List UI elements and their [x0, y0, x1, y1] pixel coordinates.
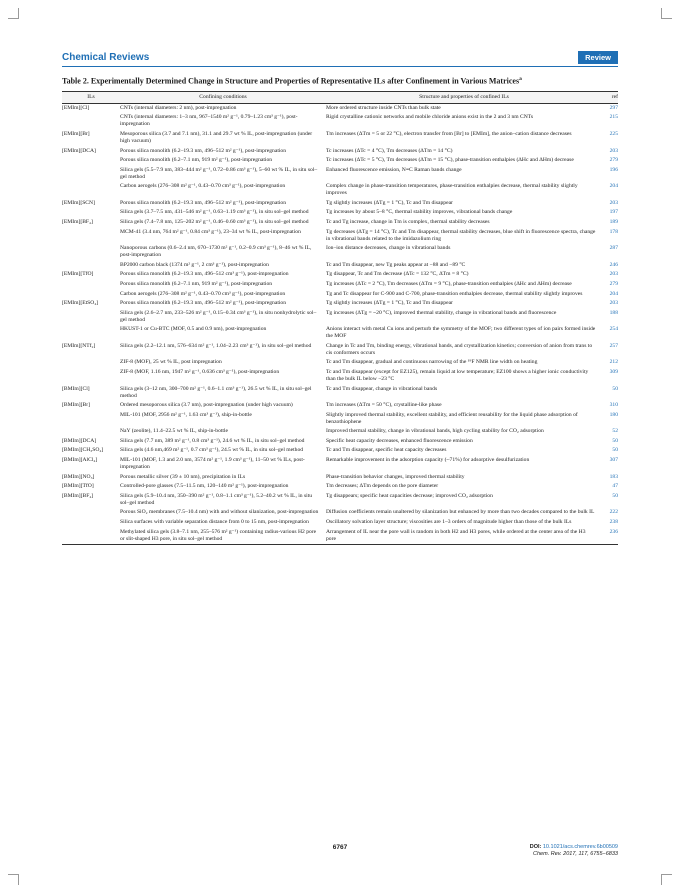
crop-mark-top-right — [661, 8, 672, 19]
conditions-cell: NaY (zeolite), 11.4–22.5 wt % IL, ship-in-bottle — [120, 428, 229, 435]
il-cell: [BMIm][TfO] — [62, 483, 94, 490]
conditions-cell: Porous silica monolith (6.2–19.3 nm, 496–512 cm³ g⁻¹), post-impregnation — [120, 271, 289, 278]
conditions-cell: MIL-101 (MOF, 1.3 and 2.0 nm, 3574 m² g⁻¹, 1.9 cm³ g⁻¹), 11–50 wt % ILs, post-impregnation — [120, 457, 305, 471]
properties-cell: Tg slightly increases (ΔTg = 1 °C), Tc and Tm disappear — [326, 199, 453, 206]
ref-link[interactable]: 50 — [612, 492, 618, 499]
header-ils: ILs — [62, 91, 120, 103]
table-row — [62, 208, 618, 218]
table-row — [62, 289, 618, 299]
conditions-cell: CNTs (internal diameters: 2 nm), post-impregnation — [120, 104, 237, 111]
il-cell: [EMIm][Br] — [62, 131, 90, 137]
page-header — [62, 50, 618, 64]
ref-link[interactable]: 183 — [609, 473, 618, 480]
il-cell: [EMIm][DCA] — [62, 147, 96, 154]
properties-cell: Tg slightly increases (ΔTg = 1 °C), Tc and Tm disappear — [326, 300, 453, 307]
table-row — [62, 456, 618, 473]
page-number: 6767 — [332, 844, 348, 851]
table-row — [62, 113, 618, 130]
conditions-cell: Controlled-pore glasses (7.5–11.5 nm, 120–140 m² g⁻¹), post-impregnation — [120, 483, 289, 490]
table-body — [62, 103, 618, 544]
properties-cell: Tm increases (ΔTm = 5 or 22 °C), electron transfer from [Br] to [EMIm], the anion–cation distance decreases — [326, 131, 572, 137]
il-cell: [BMIm][AlCl₄] — [62, 457, 98, 464]
properties-cell: Rigid crystalline cationic networks and mobile chloride anions exist in the 2 and 3 nm CNTs — [326, 114, 534, 121]
il-cell — [62, 427, 120, 437]
properties-cell: Tc increases (ΔTc = 4 °C), Tm decreases (ΔTm = 14 °C) — [326, 147, 453, 154]
table-row — [62, 342, 618, 359]
table-row — [62, 308, 618, 325]
il-cell: [EMIm][NTf₂] — [62, 342, 96, 349]
ref-link[interactable]: 178 — [609, 228, 618, 235]
conditions-cell: Porous silica monolith (6.2–19.3 nm, 496–512 m² g⁻¹), post-impregnation — [120, 147, 287, 154]
table-row — [62, 182, 618, 199]
conditions-cell: Porous silica monolith (6.2–7.1 nm, 919 m² g⁻¹), post-impregnation — [120, 280, 273, 287]
ref-link[interactable]: 254 — [609, 326, 618, 333]
properties-cell: Tc increases (ΔTc = 5 °C), Tm decreases (ΔTm = 15 °C), phase-transition enthalpies (ΔHc and ΔHm) decrease — [326, 157, 574, 164]
table-row — [62, 325, 618, 342]
conditions-cell: MIL-101 (MOF, 2956 m² g⁻¹, 1.63 cm³ g⁻¹), ship-in-bottle — [120, 411, 252, 418]
ref-link[interactable]: 188 — [609, 309, 618, 316]
properties-cell: Tc and Tm disappear, change in vibrational bands — [326, 385, 438, 392]
ref-link[interactable]: 236 — [602, 527, 618, 544]
doi-block — [530, 844, 618, 858]
conditions-cell: Carbon aerogels (276–308 m² g⁻¹, 0.43–0.70 cm³ g⁻¹), post-impregnation — [120, 290, 286, 297]
journal-title[interactable]: Chemical Reviews — [62, 51, 150, 63]
ref-link[interactable]: 307 — [609, 457, 618, 464]
properties-cell: Tg disappears; specific heat capacities decrease; improved CO₂ adsorption — [326, 492, 493, 499]
conditions-cell: MCM-41 (3.4 nm, 764 m² g⁻¹, 0.84 cm³ g⁻¹), 23–34 wt % IL, post-impregnation — [120, 228, 301, 235]
table-row — [62, 401, 618, 411]
il-cell — [62, 113, 120, 130]
conditions-cell: Silica gels (7.7 nm, 389 m² g⁻¹, 0.8 cm³ g⁻¹), 24.6 wt % IL, in situ sol–gel method — [120, 437, 305, 444]
page — [62, 50, 618, 545]
conditions-cell: Silica gels (2.6–2.7 nm, 233–526 m² g⁻¹, 0.15–0.34 cm³ g⁻¹), in situ nonhydrolytic sol–gel method — [120, 309, 317, 323]
ref-link[interactable]: 50 — [612, 437, 618, 444]
conditions-cell: BP2000 carbon black (1374 m² g⁻¹, 2 cm³ g⁻¹), post-impregnation — [120, 261, 269, 268]
il-cell — [62, 508, 120, 518]
il-cell — [62, 261, 120, 271]
properties-cell: Tg decreases (ΔTg = 14 °C), Tc and Tm disappear, thermal stability decreases, blue shift in fluorescence spectra, change in vibrational bands related to the imidazolium ring — [326, 228, 596, 242]
ref-link[interactable]: 203 — [609, 271, 618, 278]
properties-cell: Ion–ion distance decreases, change in vibrational bands — [326, 245, 451, 252]
caption-footnote-mark[interactable]: a — [519, 76, 522, 82]
properties-cell: Oscillatory solvation layer structure; viscosities are 1–3 orders of magnitude higher than those of the bulk ILs — [326, 518, 572, 525]
ref-link[interactable]: 47 — [612, 483, 618, 490]
ref-link[interactable]: 203 — [609, 300, 618, 307]
il-cell: [EMIm][TfO] — [62, 271, 94, 278]
il-cell — [62, 182, 120, 199]
il-cell — [62, 166, 120, 183]
table-row — [62, 270, 618, 280]
table-row — [62, 280, 618, 290]
il-cell: [BMIm][Br] — [62, 402, 90, 409]
conditions-cell: Silica gels (5.5–7.9 nm, 383–444 m² g⁻¹, 0.72–0.86 cm³ g⁻¹), 5–60 wt % IL, in situ sol–gel method — [120, 166, 318, 180]
conditions-cell: HKUST-1 or Cu-BTC (MOF, 0.5 and 0.9 nm), post-impregnation — [120, 326, 267, 333]
il-cell — [62, 325, 120, 342]
crop-mark-bottom-left — [8, 874, 19, 885]
ref-link[interactable]: 257 — [609, 342, 618, 349]
conditions-cell: Nanoporous carbons (0.6–2.4 nm, 670–1730 m² g⁻¹, 0.2–0.9 cm³ g⁻¹), 8–46 wt % IL, post-impregnation — [120, 245, 312, 259]
table-row — [62, 261, 618, 271]
ref-link[interactable]: 50 — [612, 447, 618, 454]
properties-cell: More ordered structure inside CNTs than bulk state — [326, 104, 441, 111]
ref-link[interactable]: 246 — [609, 261, 618, 268]
il-cell — [62, 280, 120, 290]
il-cell: [EMIm][BF₄] — [62, 219, 93, 226]
ref-link[interactable]: 180 — [609, 411, 618, 418]
ref-link[interactable]: 52 — [612, 428, 618, 435]
ref-link[interactable]: 222 — [609, 509, 618, 516]
conditions-cell: ZIF-8 (MOF, 1.16 nm, 1947 m² g⁻¹, 0.636 cm³ g⁻¹), post-impregnation — [120, 368, 280, 375]
conditions-cell: Ordered mesoporous silica (3.7 nm), post-impregnation (under high vacuum) — [120, 402, 293, 409]
il-cell — [62, 411, 120, 428]
conditions-cell: Silica gels (3.7–7.5 nm, 431–546 m² g⁻¹, 0.63–1.19 cm³ g⁻¹), in situ sol–gel method — [120, 209, 309, 216]
table-row — [62, 368, 618, 385]
il-cell: [BMIm][DCA] — [62, 437, 97, 444]
conditions-cell: Porous silica monolith (6.2–19.3 nm, 496–512 m² g⁻¹), post-impregnation — [120, 199, 287, 206]
properties-cell: Anions interact with metal Cu ions and perturb the symmetry of the MOF; two different types of ion pairs formed inside the MOF — [326, 326, 596, 340]
header-ref: ref — [602, 91, 618, 103]
il-cell — [62, 358, 120, 368]
conditions-cell: Porous silica monolith (6.2–7.1 nm, 919 m² g⁻¹), post-impregnation — [120, 157, 273, 164]
table-row — [62, 492, 618, 509]
ref-link[interactable]: 215 — [609, 114, 618, 121]
conditions-cell: Porous SiO₂ membranes (7.5–10.4 nm) with and without silanization, post-impregnation — [120, 509, 319, 516]
conditions-cell: Methylated silica gels (3.8–7.1 nm, 255–576 m² g⁻¹) containing radius-various H2 pore or slit-shaped H3 pore, in situ sol–gel method — [120, 527, 326, 544]
table-row — [62, 299, 618, 309]
ref-link[interactable]: 189 — [609, 219, 618, 226]
properties-cell: Tm increases (ΔTm = 50 °C), crystalline-like phase — [326, 402, 442, 409]
header-conditions: Confining conditions — [120, 91, 326, 103]
ref-link[interactable]: 204 — [609, 290, 618, 297]
ref-link[interactable]: 279 — [609, 157, 618, 164]
header-rule — [62, 66, 618, 67]
ref-link[interactable]: 197 — [609, 209, 618, 216]
doi-label: DOI: — [529, 844, 542, 850]
table-row — [62, 218, 618, 228]
il-cell: [BMIm][Cl] — [62, 385, 90, 392]
il-cell — [62, 518, 120, 528]
ref-link[interactable]: 287 — [609, 245, 618, 252]
properties-cell: Change in Tc and Tm, binding energy, vibrational bands, and crystallization kinetics; conversion of anion from trans to cis conformers occurs — [326, 342, 593, 356]
conditions-cell: Silica gels (2.2–12.1 nm, 576–634 m² g⁻¹, 1.04–2.23 cm³ g⁻¹), in situ sol–gel method — [120, 342, 312, 349]
il-cell — [62, 308, 120, 325]
ref-link[interactable]: 310 — [609, 402, 618, 409]
ref-link[interactable]: 196 — [609, 166, 618, 173]
properties-cell: Complex change in phase-transition temperatures, phase-transition enthalpies decrease, thermal stability slightly improves — [326, 183, 578, 197]
table-row — [62, 472, 618, 482]
table-row — [62, 166, 618, 183]
ref-link[interactable]: 238 — [609, 518, 618, 525]
properties-cell: Tm decreases; ΔTm depends on the pore diameter — [326, 483, 439, 490]
table-row — [62, 384, 618, 401]
conditions-cell: ZIF-8 (MOF), 25 wt % IL, post impregnation — [120, 359, 222, 366]
doi-link[interactable]: 10.1021/acs.chemrev.6b00509 — [542, 844, 618, 850]
il-cell — [62, 368, 120, 385]
article-type-badge: Review — [578, 51, 618, 64]
ref-link[interactable]: 212 — [609, 359, 618, 366]
table-row — [62, 508, 618, 518]
table-row — [62, 437, 618, 447]
properties-cell: Slightly improved thermal stability, excellent stability, and efficient reusability for the liquid phase adsorption of benzothiophene — [326, 411, 578, 425]
il-cell: [EMIm][Cl] — [62, 104, 90, 111]
table-row — [62, 527, 618, 544]
ref-link[interactable]: 204 — [609, 183, 618, 190]
ref-link[interactable]: 279 — [609, 280, 618, 287]
properties-cell: Tg increases (ΔTc = 2 °C), Tm decreases (ΔTm = 9 °C), phase-transition enthalpies (ΔHc and ΔHm) decrease — [326, 280, 572, 287]
table-row — [62, 130, 618, 147]
conditions-cell: Carbon aerogels (276–308 m² g⁻¹, 0.43–0.70 cm³ g⁻¹), post-impregnation — [120, 183, 286, 190]
properties-cell: Tc and Tm disappear (except for EZ125), remain liquid at low temperature; EZ100 shows a higher ionic conductivity than the bulk IL below −23 °C — [326, 368, 589, 382]
properties-cell: Tg increases by about 5–8 °C, thermal stability improves, vibrational bands change — [326, 209, 513, 216]
properties-cell: Tg increases (ΔTg = ~20 °C), improved thermal stability, change in vibrational bands and fluorescence — [326, 309, 557, 316]
ref-link[interactable]: 50 — [612, 385, 618, 392]
il-cell: [BMIm][BF₄] — [62, 492, 94, 499]
table-row — [62, 411, 618, 428]
conditions-cell: Porous metallic silver (39 ± 10 nm), precipitation in ILs — [120, 473, 246, 480]
ref-link[interactable]: 203 — [609, 147, 618, 154]
il-cell: [BMIm][CH₃SO₄] — [62, 447, 104, 454]
il-cell — [62, 527, 120, 544]
properties-cell: Tc and Tm disappear, specific heat capacity decreases — [326, 447, 447, 454]
table-row — [62, 244, 618, 261]
header-properties: Structure and properties of confined ILs — [326, 91, 602, 103]
ref-link[interactable]: 203 — [609, 199, 618, 206]
il-cell: [EMIm][EtSO₄] — [62, 300, 99, 307]
properties-cell: Improved thermal stability, change in vibrational bands, high cycling stability for CO₂ adsorption — [326, 428, 544, 435]
table-row — [62, 518, 618, 528]
properties-cell: Tc and Tm disappear, gradual and continuous narrowing of the ¹⁹F NMR line width on heating — [326, 359, 538, 366]
ref-link[interactable]: 297 — [609, 104, 618, 111]
ref-link[interactable]: 225 — [609, 131, 618, 137]
table-row — [62, 427, 618, 437]
il-cell: [BMIm][NO₃] — [62, 473, 95, 480]
conditions-cell: Mesoporous silica (3.7 and 7.1 nm), 31.1 and 29.7 wt % IL, post-impregnation (under high vacuum) — [120, 131, 313, 144]
properties-cell: Phase-transition behavior changes, improved thermal stability — [326, 473, 465, 480]
properties-cell: Tc and Tm disappear, new Tg peaks appear at −88 and −89 °C — [326, 261, 466, 268]
table-header-row — [62, 91, 618, 103]
table-row — [62, 103, 618, 113]
table-row — [62, 227, 618, 244]
il-cell — [62, 289, 120, 299]
conditions-cell: Silica gels (5.9–10.4 nm, 350–390 m² g⁻¹, 0.8–1.1 cm³ g⁻¹), 5.2–40.2 wt % IL, in situ sol–gel method — [120, 492, 313, 506]
il-cell — [62, 208, 120, 218]
table-row — [62, 358, 618, 368]
il-cell — [62, 227, 120, 244]
properties-cell: Arrangement of IL near the pore wall is random in both H2 and H3 pores, while ordered at the center area of the H3 pore — [326, 527, 602, 544]
table-row — [62, 199, 618, 209]
data-table — [62, 91, 618, 545]
il-cell — [62, 244, 120, 261]
il-cell — [62, 156, 120, 166]
conditions-cell: Silica gels (3–12 nm, 300–700 m² g⁻¹, 0.6–1.1 cm³ g⁻¹), 26.5 wt % IL, in situ sol–gel method — [120, 385, 312, 399]
properties-cell: Tg disappear, Tc and Tm decrease (ΔTc = 132 °C, ΔTm = 8 °C) — [326, 271, 469, 278]
table-row — [62, 446, 618, 456]
conditions-cell: Porous silica monolith (6.2–19.3 nm, 496–512 m² g⁻¹), post-impregnation — [120, 300, 287, 307]
conditions-cell: Silica surfaces with variable separation distance from 0 to 15 nm, post-impregnation — [120, 518, 309, 525]
table-row — [62, 146, 618, 156]
ref-link[interactable]: 309 — [609, 368, 618, 375]
table-row — [62, 156, 618, 166]
page-footer — [62, 844, 618, 868]
properties-cell: Enhanced fluorescence emission, N≡C Raman bands change — [326, 166, 462, 173]
properties-cell: Specific heat capacity decreases, enhanced fluorescence emission — [326, 437, 473, 444]
properties-cell: Remarkable improvement in the adsorption capacity (~71%) for adsorptive desulfurization — [326, 457, 530, 464]
caption-text: Table 2. Experimentally Determined Change in Structure and Properties of Representative ILs after Confinement in Various Matrices — [62, 76, 520, 86]
conditions-cell: Silica gels (7.4–7.8 nm, 125–202 m² g⁻¹, 0.46–0.60 cm³ g⁻¹), in situ sol–gel method — [120, 219, 309, 226]
properties-cell: Diffusion coefficients remain unaltered by silanization but enhanced by more than two decades compared to the bulk IL — [326, 509, 595, 516]
il-cell: [EMIm][SCN] — [62, 199, 95, 206]
table-row — [62, 482, 618, 492]
properties-cell: Tc and Tg increase, change in Tm is complex, thermal stability decreases — [326, 219, 490, 226]
citation: Chem. Rev. 2017, 117, 6755−6833 — [533, 851, 618, 857]
conditions-cell: CNTs (internal diameters: 1–3 nm, 967–1540 m² g⁻¹, 0.79–1.23 cm³ g⁻¹), post-impregnation — [120, 114, 298, 128]
table-caption — [62, 74, 618, 87]
crop-mark-bottom-right — [661, 874, 672, 885]
crop-mark-top-left — [8, 8, 19, 19]
conditions-cell: Silica gels (4.6 nm,469 m² g⁻¹, 0.7 cm³ g⁻¹), 24.5 wt % IL, in situ sol–gel method — [120, 447, 304, 454]
properties-cell: Tg and Tc disappear for C-900 and C-700, phase-transition enthalpies decrease, thermal stability slightly improves — [326, 290, 583, 297]
